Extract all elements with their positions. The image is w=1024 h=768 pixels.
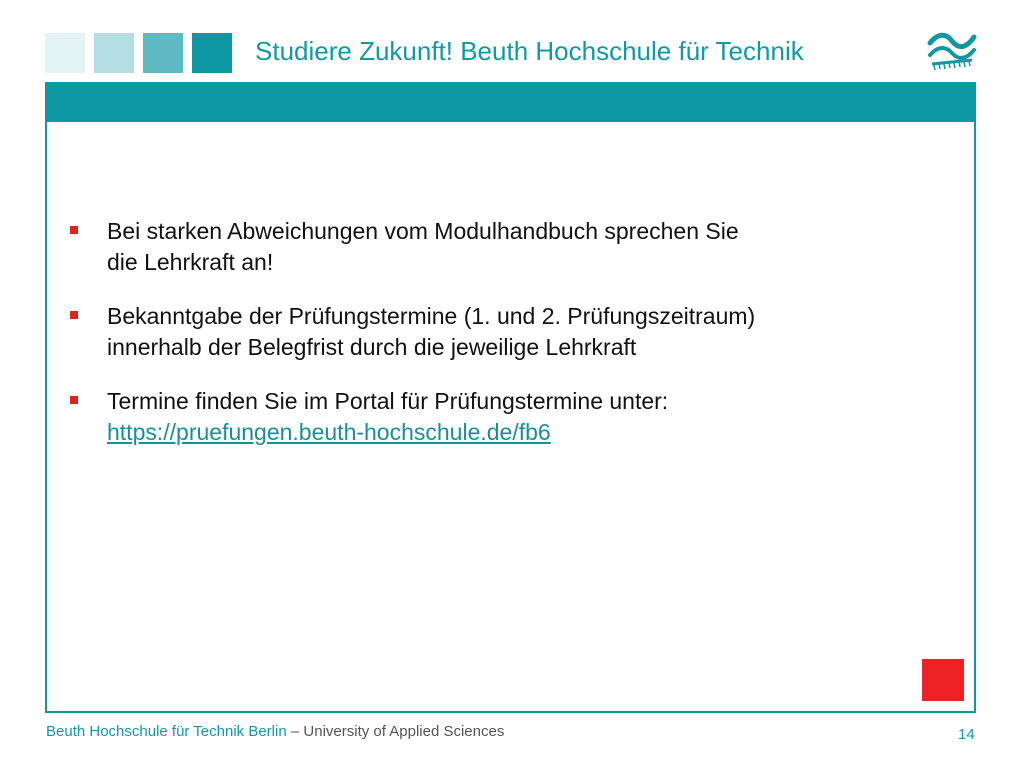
- bullet-square-icon: [70, 311, 78, 319]
- bullet-text-line: die Lehrkraft an!: [107, 249, 274, 275]
- bullet-list: [68, 216, 948, 471]
- bullet-text-line: Termine finden Sie im Portal für Prüfungstermine unter:: [107, 388, 669, 414]
- header-title: Studiere Zukunft! Beuth Hochschule für Technik: [255, 36, 804, 66]
- exam-portal-link[interactable]: https://pruefungen.beuth-hochschule.de/fb6: [107, 419, 551, 445]
- bullet-square-icon: [70, 226, 78, 234]
- bullet-item: [68, 386, 948, 448]
- bullet-text-line: Bekanntgabe der Prüfungstermine (1. und 2. Prüfungszeitraum): [107, 303, 756, 329]
- bullet-square-icon: [70, 396, 78, 404]
- footer-separator: –: [286, 723, 304, 740]
- beuth-wave-logo-icon: [926, 29, 978, 75]
- header-square-4: [192, 33, 232, 73]
- footer-institution: Beuth Hochschule für Technik Berlin: [46, 723, 287, 740]
- header-bar: [45, 82, 976, 122]
- accent-red-square: [922, 659, 964, 701]
- header-square-3: [143, 33, 183, 73]
- footer-subtitle: University of Applied Sciences: [303, 723, 505, 740]
- bullet-item: [68, 216, 948, 278]
- header-square-1: [45, 33, 85, 73]
- bullet-text-line: innerhalb der Belegfrist durch die jeweilige Lehrkraft: [107, 334, 637, 360]
- bullet-item: [68, 301, 948, 363]
- footer: [46, 723, 504, 740]
- page-number: 14: [958, 726, 975, 743]
- header-square-2: [94, 33, 134, 73]
- bullet-text-line: Bei starken Abweichungen vom Modulhandbuch sprechen Sie: [107, 218, 739, 244]
